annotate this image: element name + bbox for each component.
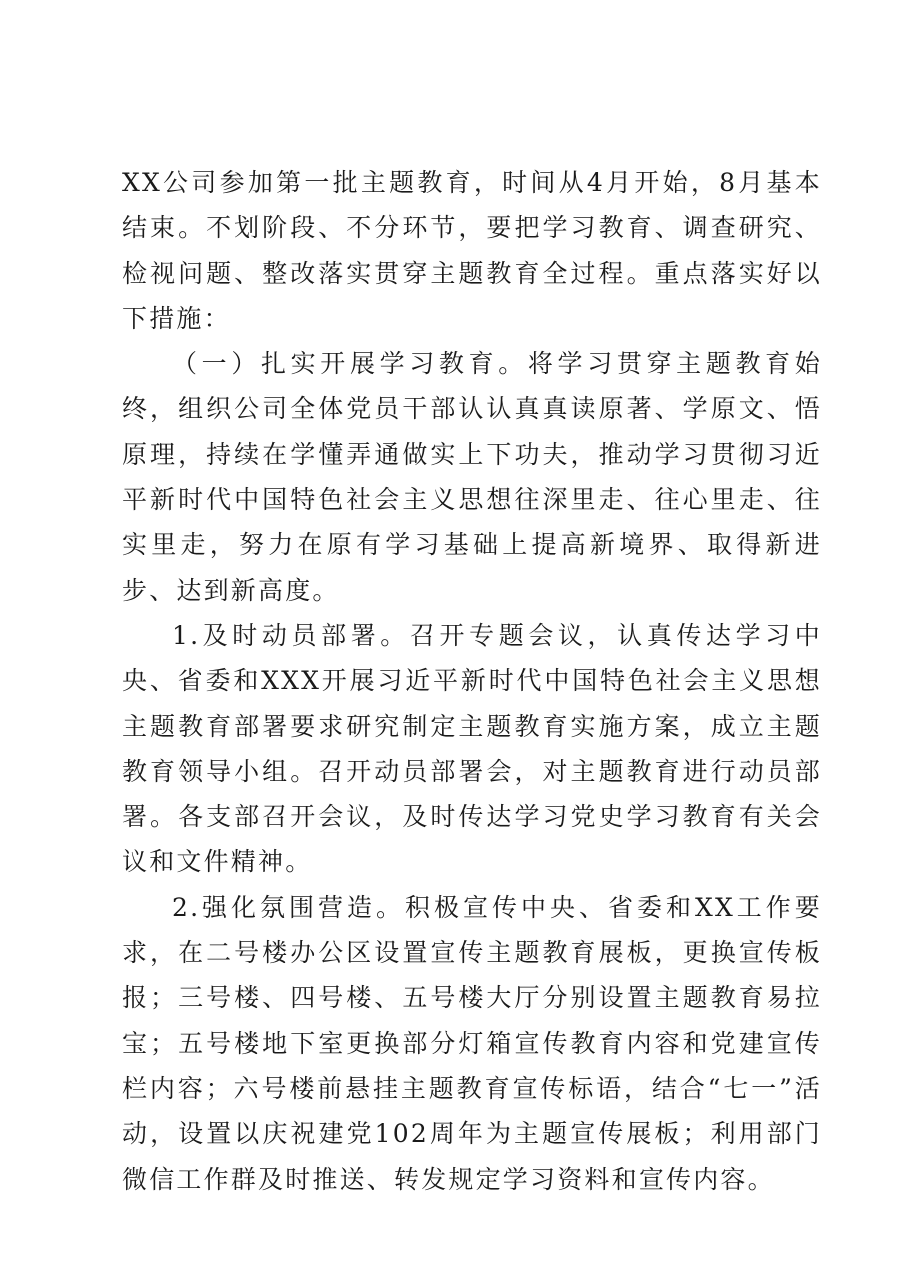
paragraph-intro — [122, 160, 822, 341]
paragraph-item-1 — [122, 613, 822, 885]
text-line: 研究制定主题教育实施方案，成立主题教育领导小组。召开动员 — [122, 711, 822, 786]
text-line: 懂弄通做实上下功夫，推动学习贯彻习近平新时代中国特色社会 — [122, 439, 822, 515]
text-line: 部署会，对主题教育进行动员部署。各支部召开会议，及时传达 — [122, 756, 823, 832]
paragraph-section-1 — [122, 341, 822, 613]
text-line: 号楼、五号楼大厅分别设置主题教育易拉宝；五号楼地下室更换 — [122, 983, 822, 1058]
text-line: 号楼办公区设置宣传主题教育展板，更换宣传板报；三号楼、四 — [122, 938, 822, 1013]
text-line: 1.及时动员部署。召开专题会议，认真传达学习中央、省委 — [122, 620, 822, 696]
text-line: 公司全体党员干部认认真真读原著、学原文、悟原理，持续在学 — [122, 394, 822, 469]
text-line: 宣传展板；利用部门微信工作群及时推送、转发规定学习资料和 — [122, 1119, 822, 1194]
text-line: 2.强化氛围营造。积极宣传中央、省委和XX工作要求，在二 — [122, 892, 823, 968]
text-line: 主义思想往深里走、往心里走、往实里走，努力在原有学习基础 — [122, 485, 822, 560]
text-line: 宣传内容。 — [638, 1164, 775, 1194]
document-body — [122, 160, 822, 1202]
text-line: 上提高新境界、取得新进步、达到新高度。 — [122, 530, 822, 605]
text-line: 部分灯箱宣传教育内容和党建宣传栏内容；六号楼前悬挂主题教 — [122, 1028, 822, 1103]
text-line: 和XXX开展习近平新时代中国特色社会主义思想主题教育部署要求 — [122, 666, 822, 741]
text-line: 育宣传标语，结合“七一”活动，设置以庆祝建党102周年为主题 — [122, 1073, 822, 1149]
text-line: 学习党史学习教育有关会议和文件精神。 — [122, 802, 822, 877]
text-line: 落实贯穿主题教育全过程。重点落实好以下措施： — [122, 258, 822, 333]
text-line: 划阶段、不分环节，要把学习教育、调查研究、检视问题、整改 — [122, 213, 822, 288]
paragraph-item-2 — [122, 885, 822, 1202]
text-line: （一）扎实开展学习教育。将学习贯穿主题教育始终，组织 — [122, 349, 822, 424]
text-line: XX公司参加第一批主题教育，时间从4月开始，8月基本结束。不 — [122, 168, 822, 243]
